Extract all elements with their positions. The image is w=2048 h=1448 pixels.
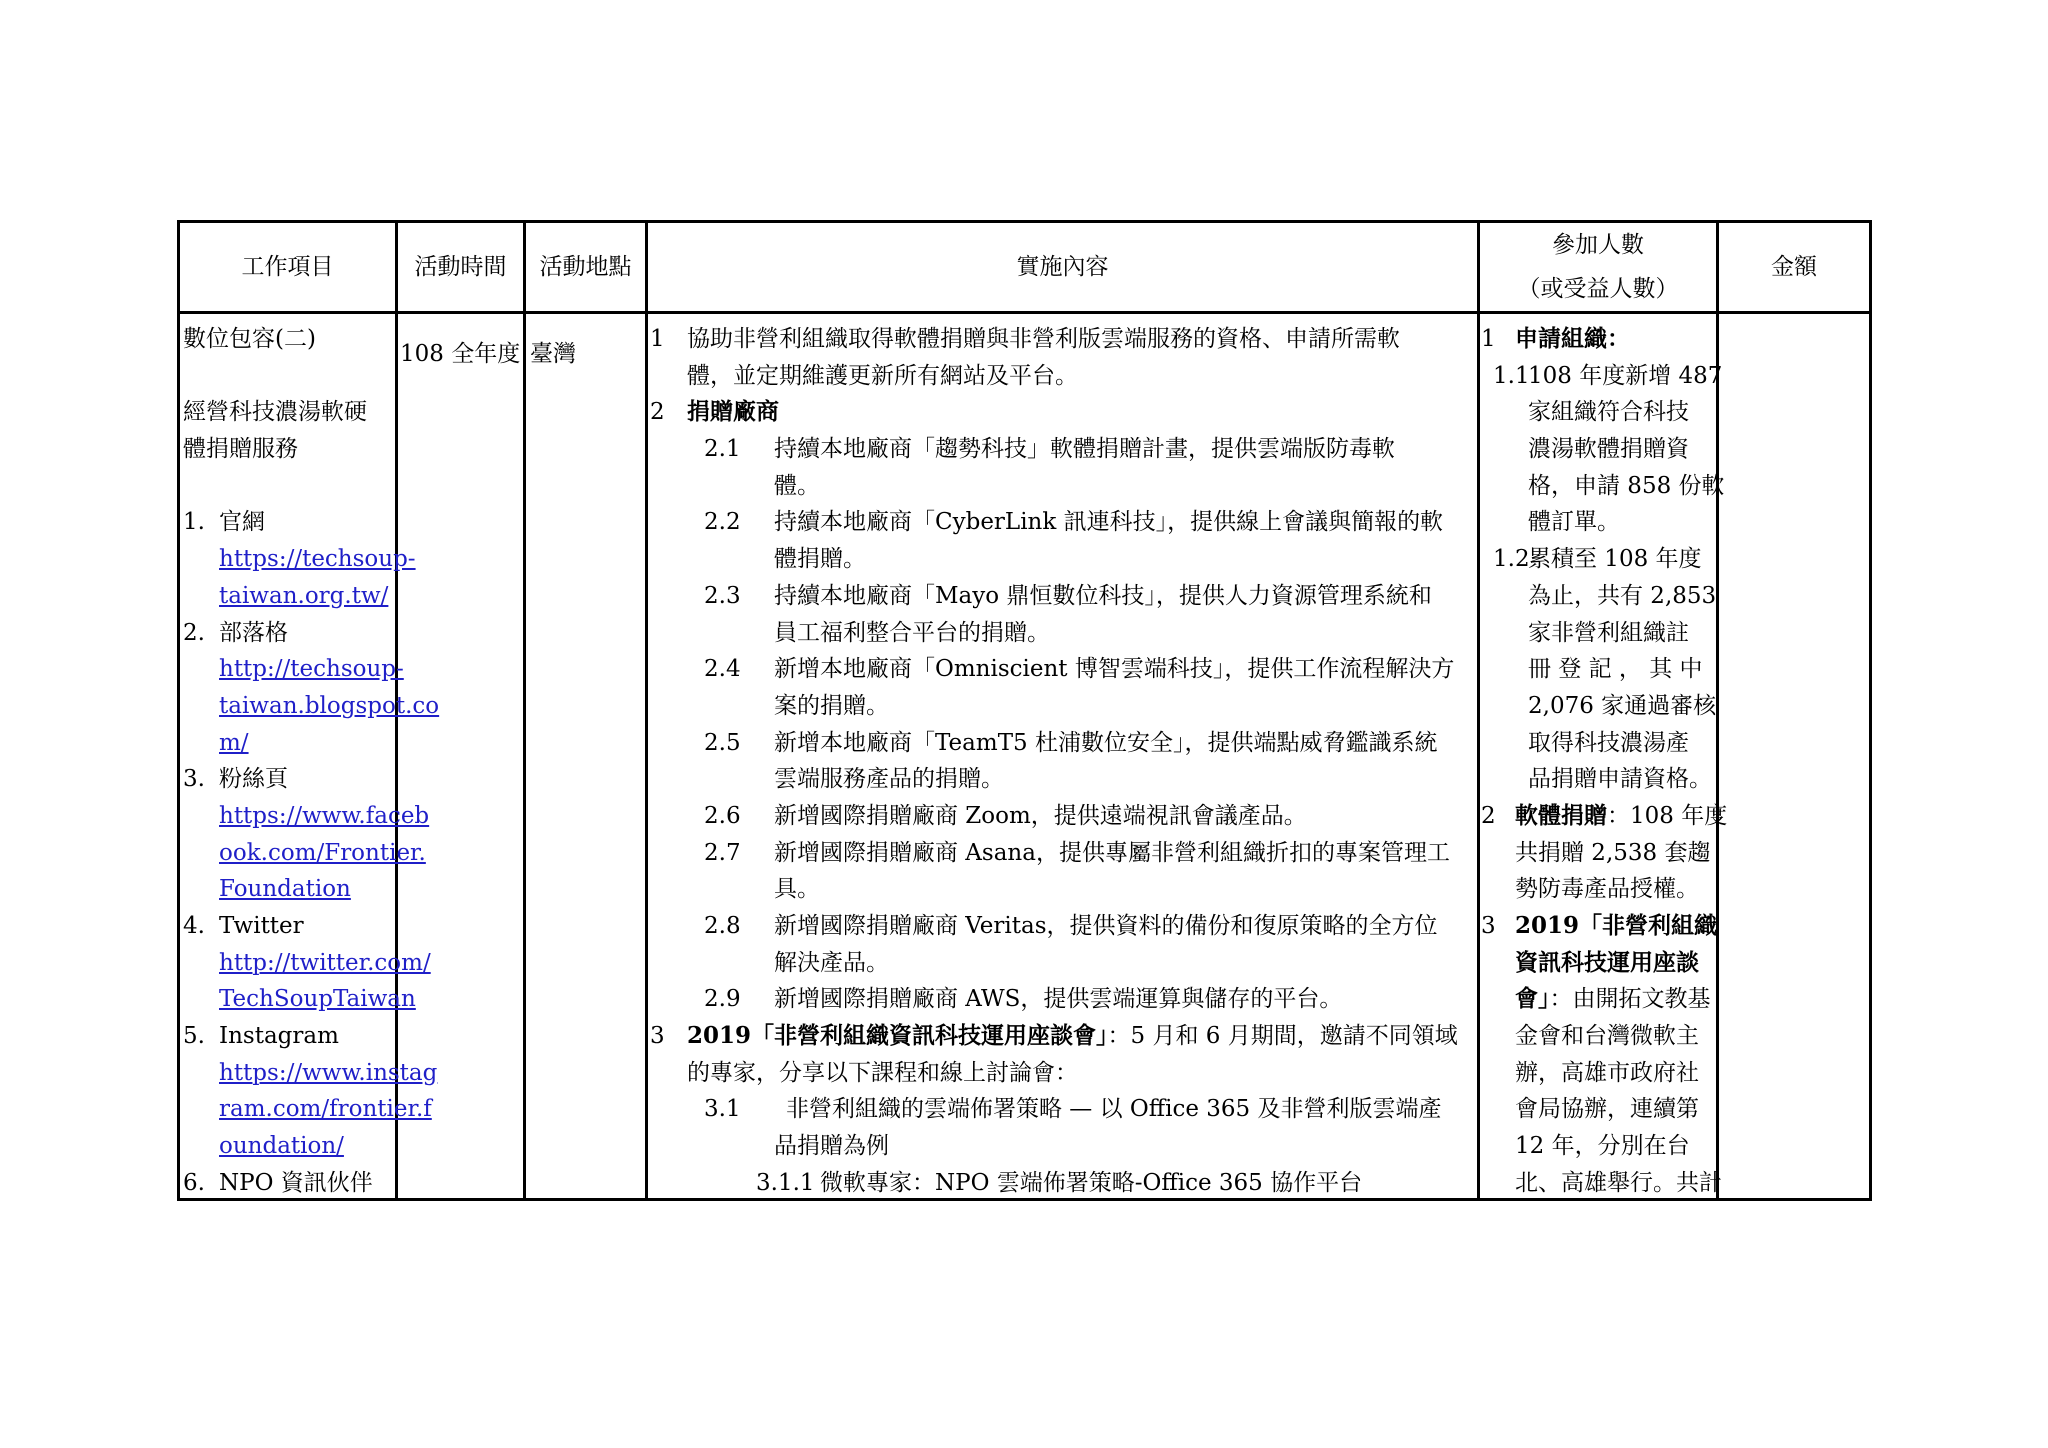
facebook-link[interactable]: ook.com/Frontier.: [219, 839, 426, 866]
sponsor-2-6: 新增國際捐贈廠商 Zoom，提供遠端視訊會議產品。: [774, 802, 1307, 829]
instagram-link[interactable]: oundation/: [219, 1133, 344, 1160]
course-3-1-1: 微軟專家：NPO 雲端佈署策略-Office 365 協作平台: [820, 1169, 1363, 1196]
blog-link[interactable]: http://techsoup-: [219, 656, 404, 683]
column-divider: [523, 223, 526, 1198]
twitter-link[interactable]: TechSoupTaiwan: [219, 986, 416, 1013]
header-amount: 金額: [1771, 254, 1817, 280]
header-divider: [180, 311, 1869, 314]
link-item-website: 1. 官網: [183, 509, 265, 536]
twitter-link[interactable]: http://twitter.com/: [219, 949, 431, 976]
participants-1-2: 累積至 108 年度: [1528, 546, 1702, 573]
header-content: 實施內容: [1016, 254, 1109, 280]
header-participants: [1480, 223, 1716, 311]
blog-link[interactable]: taiwan.blogspot.co: [219, 692, 440, 719]
column-divider: [645, 223, 648, 1198]
header-item: 工作項目: [241, 254, 334, 280]
participants-2: 軟體捐贈：108 年度: [1515, 801, 1728, 829]
sponsor-2-1: 持續本地廠商「趨勢科技」軟體捐贈計畫，提供雲端版防毒軟: [774, 436, 1395, 463]
sponsor-2-4: 新增本地廠商「Omniscient 博智雲端科技」，提供工作流程解決方: [774, 656, 1455, 683]
blog-link[interactable]: m/: [219, 729, 249, 756]
sponsor-2-7: 新增國際捐贈廠商 Asana，提供專屬非營利組織折扣的專案管理工: [774, 839, 1450, 866]
course-3-1: 非營利組織的雲端佈署策略 — 以 Office 365 及非營利版雲端產: [786, 1096, 1442, 1123]
facebook-link[interactable]: Foundation: [219, 876, 351, 903]
participants-1-1: 108 年度新增 487: [1528, 362, 1723, 389]
header-place: 活動地點: [539, 254, 632, 280]
content-p1-line1: 協助非營利組織取得軟體捐贈與非營利版雲端服務的資格、申請所需軟: [687, 326, 1400, 352]
header-participants-line2: （或受益人數）: [1517, 276, 1679, 302]
activity-time: 108 全年度: [400, 341, 521, 367]
header-time: 活動時間: [414, 254, 507, 280]
item-subtitle-line2: 體捐贈服務: [183, 436, 298, 463]
activity-place: 臺灣: [530, 341, 576, 367]
instagram-link[interactable]: ram.com/frontier.f: [219, 1096, 432, 1123]
instagram-link[interactable]: https://www.instag: [219, 1059, 438, 1086]
link-item-blog: 2. 部落格: [183, 619, 288, 646]
sponsor-2-3: 持續本地廠商「Mayo 鼎恒數位科技」，提供人力資源管理系統和: [774, 582, 1432, 609]
sponsor-2-9: 新增國際捐贈廠商 AWS，提供雲端運算與儲存的平台。: [774, 986, 1343, 1013]
link-item-twitter: 4. Twitter: [183, 913, 304, 939]
sponsor-2-8: 新增國際捐贈廠商 Veritas，提供資料的備份和復原策略的全方位: [774, 913, 1438, 939]
sponsor-2-2: 持續本地廠商「CyberLink 訊連科技」，提供線上會議與簡報的軟: [774, 509, 1444, 536]
item-cell: [183, 321, 440, 1202]
content-p2-heading: 捐贈廠商: [687, 398, 779, 426]
content-p1-line2: 體，並定期維護更新所有網站及平台。: [687, 362, 1078, 389]
link-item-instagram: 5. Instagram: [183, 1023, 339, 1050]
item-subtitle-line1: 經營科技濃湯軟硬: [183, 399, 367, 426]
column-divider: [1477, 223, 1480, 1198]
link-item-fanpage: 3. 粉絲頁: [183, 766, 288, 793]
item-title: 數位包容(二): [183, 326, 316, 352]
facebook-link[interactable]: https://www.faceb: [219, 802, 430, 829]
participants-3: 2019「非營利組織: [1515, 912, 1718, 939]
activity-table: [177, 220, 1872, 1201]
website-link[interactable]: https://techsoup-: [219, 546, 416, 573]
header-participants-line1: 參加人數: [1552, 232, 1644, 258]
website-link[interactable]: taiwan.org.tw/: [219, 582, 389, 609]
sponsor-2-5: 新增本地廠商「TeamT5 杜浦數位安全」，提供端點威脅鑑識系統: [774, 729, 1438, 756]
content-cell: 1 協助非營利組織取得軟體捐贈與非營利版雲端服務的資格、申請所需軟 體，並定期維護更新所有網站及平台。 2 捐贈廠商 2.1 持續本地廠商「趨勢科技」軟體捐贈計畫，提供雲端版防毒軟 體。 2.2 持續本地廠商「CyberLink 訊連科技」，提供線上會議與簡報的軟 體捐贈。 2.3 持續本地廠商「Mayo 鼎恒數位科技」，提供人力資源管理系統和 員工福利整合平台的捐贈。 2.4 新增本地廠商「Omniscient 博智雲端科技」，提供工作流程解決方 案的捐贈。 2.5 新增本地廠商「TeamT5 杜浦數位安全」，提供端點威脅鑑識系統 雲端服務產品的捐贈。 2.6 新增國際捐贈廠商 Zoom，提供遠端視訊會議產品。 2.7 新增國際捐贈廠商 Asana，提供專屬非營利組織折扣的專案管理工 具。 2.8 新增國際捐贈廠商 Veritas，提供資料的備份和復原策略的全方位 解決產品。 2.9 新增國際捐贈廠商 AWS，提供雲端運算與儲存的平台。 3 2019「非營利組織資訊科技運用座談會」：5 月和 6 月期間，邀請不同領域 的專家，分享以下課程和線上討論會： 3.1 非營利組織的雲端佈署策略 — 以 Office 365 及非營利版雲端產 品捐贈為例 3.1.1 微軟專家：NPO 雲端佈署策略-Office 365 協作平台: [650, 321, 1475, 1202]
participants-p1-heading: 申請組織：: [1515, 325, 1630, 352]
link-item-npo-partner: 6. NPO 資訊伙伴: [183, 1169, 373, 1196]
content-p3-line1: 2019「非營利組織資訊科技運用座談會」：5 月和 6 月期間，邀請不同領域: [687, 1022, 1458, 1050]
content-p3-line2: 的專家，分享以下課程和線上討論會：: [687, 1059, 1078, 1086]
participants-cell: 1 申請組織： 1.1 108 年度新增 487 家組織符合科技 濃湯軟體捐贈資 格，申請 858 份軟 體訂單。 1.2 累積至 108 年度 為止，共有 2,853 家非營利組織註 冊 登 記 ， 其 中 2,076 家通過審核 取得科技濃湯產 品捐贈申請資格。 2 軟體捐贈：108 年度 共捐贈 2,538 套趨 勢防毒產品授權。 3 2019「非營利組織 資訊科技運用座談 會」：由開拓文教基 金會和台灣微軟主 辦，高雄市政府社 會局協辦，連續第 12 年，分別在台 北、高雄舉行。共計: [1481, 321, 1715, 1202]
